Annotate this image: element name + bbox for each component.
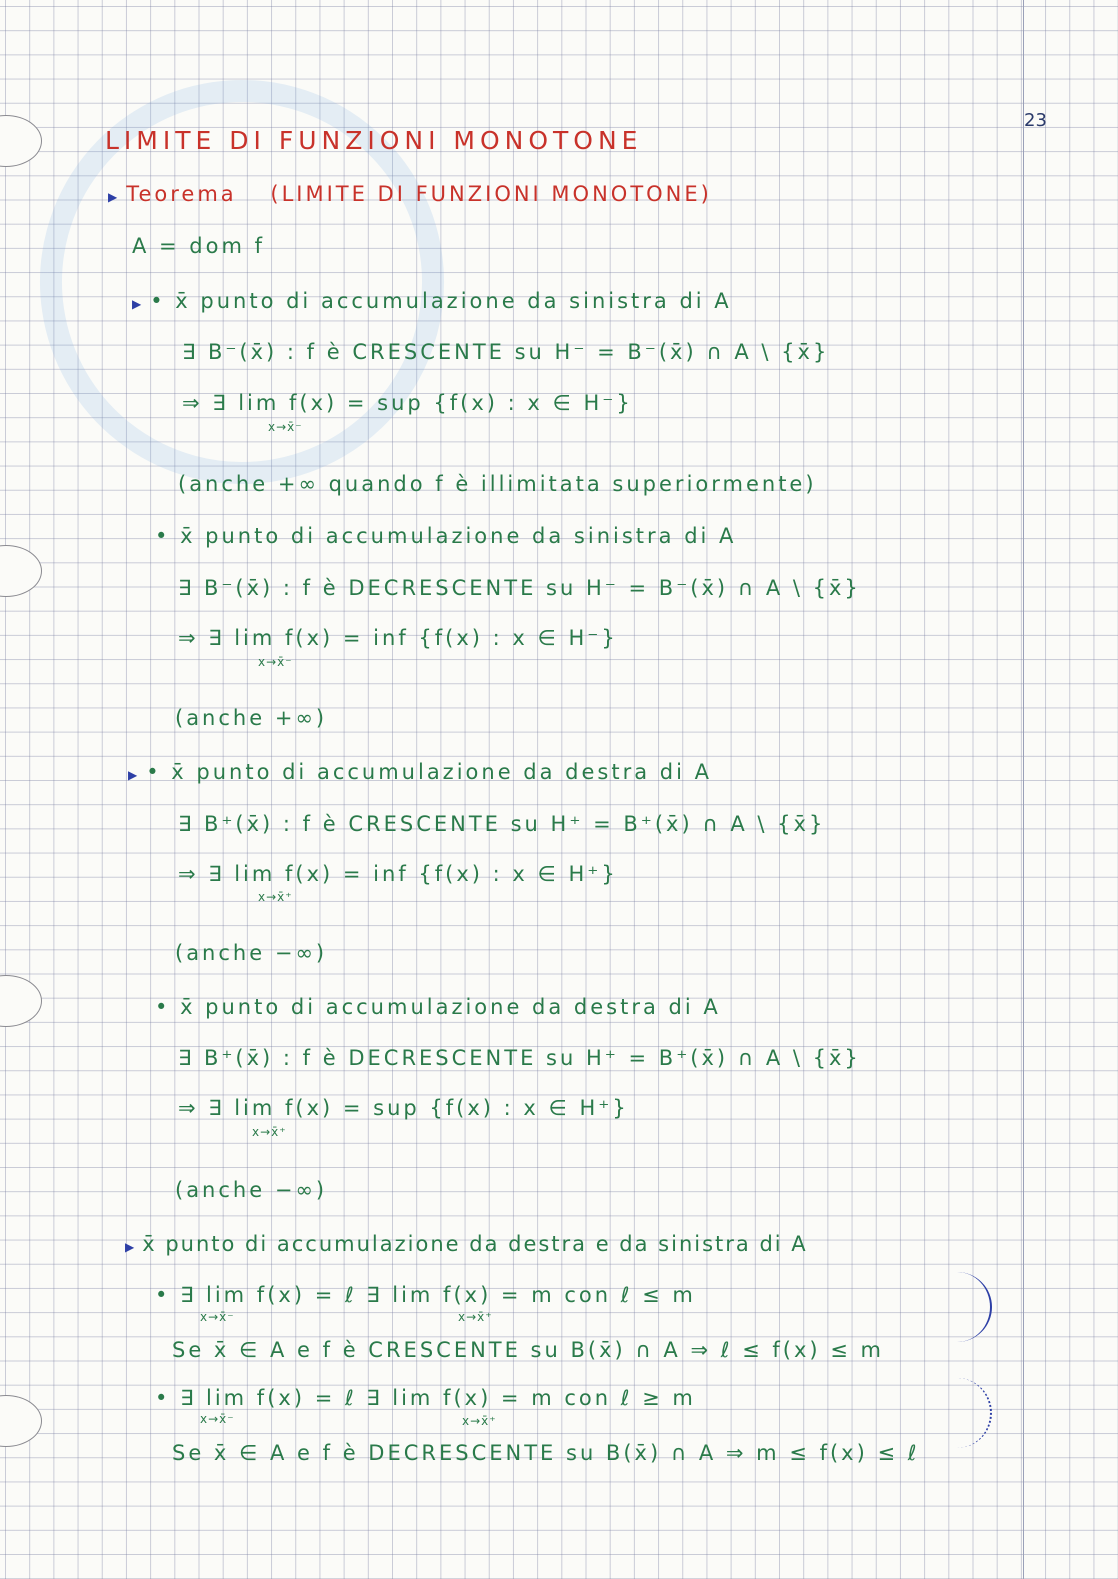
- block-note: (anche +∞): [175, 706, 328, 730]
- condition-text: x̄ punto di accumulazione da destra di A: [180, 995, 721, 1019]
- bullet-arrow-icon: ▶: [128, 768, 141, 782]
- block-limit: ⇒ ∃ lim f(x) = inf {f(x) : x ∈ H⁻}: [178, 626, 618, 650]
- page-number: 23: [1024, 110, 1047, 131]
- block-condition: • x̄ punto di accumulazione da sinistra di A: [155, 524, 737, 548]
- block-limit: [182, 391, 633, 415]
- final-condition: [125, 1232, 808, 1256]
- condition-text: x̄ punto di accumulazione da sinistra di A: [175, 289, 732, 313]
- block-hypothesis: ∃ B⁻(x̄) : f è CRESCENTE su H⁻ = B⁻(x̄) ∩ A \ {x̄}: [182, 340, 830, 364]
- block-limit: ⇒ ∃ lim f(x) = sup {f(x) : x ∈ H⁺}: [178, 1096, 629, 1120]
- limit-subscript: x→x̄⁻: [258, 655, 293, 669]
- final-case1-result: Se x̄ ∈ A e f è CRESCENTE su B(x̄) ∩ A ⇒ ℓ ≤ f(x) ≤ m: [172, 1338, 884, 1362]
- bracket-mark: [935, 1272, 992, 1342]
- final-case2-result: Se x̄ ∈ A e f è DECRESCENTE su B(x̄) ∩ A ⇒ m ≤ f(x) ≤ ℓ: [172, 1441, 920, 1465]
- block-note: (anche −∞): [175, 941, 328, 965]
- block-hypothesis: ∃ B⁺(x̄) : f è CRESCENTE su H⁺ = B⁺(x̄) ∩ A \ {x̄}: [178, 812, 826, 836]
- limit-subscript: x→x̄⁺: [258, 890, 293, 904]
- limit-subscript: x→x̄⁺: [458, 1310, 493, 1324]
- bullet-arrow-icon: ▶: [125, 1240, 137, 1254]
- limit-subscript: x→x̄⁺: [462, 1414, 497, 1428]
- bullet-arrow-icon: ▶: [108, 190, 121, 204]
- limit-subscript: x→x̄⁻: [268, 420, 303, 434]
- block-hypothesis: ∃ B⁻(x̄) : f è DECRESCENTE su H⁻ = B⁻(x̄) ∩ A \ {x̄}: [178, 576, 861, 600]
- limit-subscript: x→x̄⁻: [200, 1412, 235, 1426]
- margin-line: [1023, 0, 1024, 1579]
- block-hypothesis: ∃ B⁺(x̄) : f è DECRESCENTE su H⁺ = B⁺(x̄) ∩ A \ {x̄}: [178, 1046, 861, 1070]
- final-case2-limits: • ∃ lim f(x) = ℓ ∃ lim f(x) = m con ℓ ≥ m: [155, 1386, 696, 1410]
- limit-text: ∃ lim f(x) = ℓ ∃ lim f(x) = m con ℓ ≥ m: [180, 1386, 696, 1410]
- block-note: (anche +∞ quando f è illimitata superiormente): [178, 472, 817, 496]
- condition-text: x̄ punto di accumulazione da destra e da sinistra di A: [142, 1232, 808, 1256]
- block-note: (anche −∞): [175, 1178, 328, 1202]
- block-condition: ▶ • x̄ punto di accumulazione da destra di A: [128, 760, 712, 784]
- block-condition: • x̄ punto di accumulazione da destra di A: [155, 995, 721, 1019]
- binder-hole: [0, 545, 42, 597]
- block-condition: ▶ • x̄ punto di accumulazione da sinistra di A: [132, 289, 732, 313]
- theorem-name: (LIMITE DI FUNZIONI MONOTONE): [270, 182, 712, 206]
- final-case1-limits: • ∃ lim f(x) = ℓ ∃ lim f(x) = m con ℓ ≤ m: [155, 1283, 696, 1307]
- limit-subscript: x→x̄⁺: [252, 1125, 287, 1139]
- bracket-mark: [935, 1378, 992, 1448]
- theorem-label: Teorema: [126, 182, 237, 206]
- block-limit: ⇒ ∃ lim f(x) = inf {f(x) : x ∈ H⁺}: [178, 862, 618, 886]
- condition-text: x̄ punto di accumulazione da sinistra di A: [180, 524, 737, 548]
- binder-hole: [0, 1395, 42, 1447]
- limit-text: ⇒ ∃ lim f(x) = sup {f(x) : x ∈ H⁻}: [182, 391, 633, 415]
- limit-subscript: x→x̄⁻: [200, 1310, 235, 1324]
- page-title: LIMITE DI FUNZIONI MONOTONE: [105, 126, 643, 155]
- binder-hole: [0, 975, 42, 1027]
- theorem-heading: [108, 182, 712, 206]
- binder-hole: [0, 115, 42, 167]
- condition-text: x̄ punto di accumulazione da destra di A: [171, 760, 712, 784]
- domain-definition: A = dom f: [132, 234, 266, 258]
- bullet-arrow-icon: ▶: [132, 297, 145, 311]
- limit-text: ∃ lim f(x) = ℓ ∃ lim f(x) = m con ℓ ≤ m: [180, 1283, 696, 1307]
